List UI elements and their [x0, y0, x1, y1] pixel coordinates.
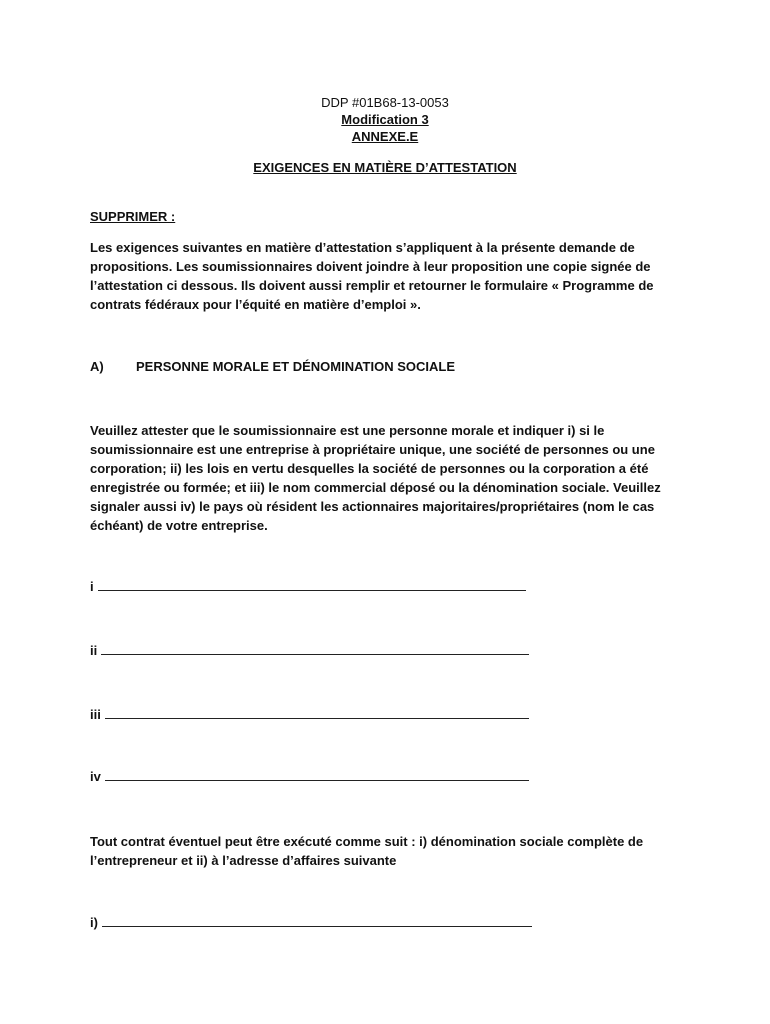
field-ii[interactable] [90, 642, 529, 659]
modification-line [0, 111, 770, 128]
field-iv[interactable] [90, 768, 529, 785]
field-final-i-label: i) [90, 915, 98, 930]
field-iv-label: iv [90, 769, 101, 784]
document-title: EXIGENCES EN MATIÈRE D’ATTESTATION [253, 160, 517, 175]
field-i-blank[interactable] [98, 580, 526, 591]
field-iv-blank[interactable] [105, 770, 529, 781]
field-iii[interactable] [90, 706, 529, 723]
section-a-letter: A) [90, 359, 104, 374]
field-iii-blank[interactable] [105, 708, 529, 719]
reference-number: DDP #01B68-13-0053 [321, 95, 449, 110]
field-ii-label: ii [90, 643, 98, 658]
annex-line [0, 128, 770, 145]
field-ii-blank[interactable] [101, 644, 529, 655]
title-line [0, 159, 770, 176]
intro-paragraph: Les exigences suivantes en matière d’attestation s’appliquent à la présente demande de propositions. Les soumissionnaires doivent joindre à leur proposition une copie signée de l’attestation ci dessous. Ils doivent aussi remplir et retourner le formulaire « Programme de contrats fédéraux pour l’équité en matière d’emploi ». [90, 240, 654, 312]
modification-label: Modification 3 [341, 112, 429, 127]
section-a-paragraph: Veuillez attester que le soumissionnaire est une personne morale et indiquer i) si le soumissionnaire est une entreprise à propriétaire unique, une société de personnes ou une corporation; ii) les lois en vertu desquelles la société de personnes ou la corporation a été enregistrée ou formée; et iii) le nom commercial déposé ou la dénomination sociale. Veuillez signaler aussi iv) le pays où résident les actionnaires majoritaires/propriétaires (nom le cas échéant) de votre entreprise. [90, 423, 661, 533]
field-iii-label: iii [90, 707, 101, 722]
section-a-title: PERSONNE MORALE ET DÉNOMINATION SOCIALE [136, 359, 455, 374]
supprimer-line [90, 207, 690, 226]
supprimer-label: SUPPRIMER : [90, 209, 176, 224]
annex-label: ANNEXE.E [351, 129, 419, 144]
field-final-i-blank[interactable] [102, 916, 532, 927]
field-i-label: i [90, 579, 94, 594]
field-i[interactable] [90, 578, 526, 595]
field-final-i[interactable] [90, 914, 532, 931]
contract-paragraph: Tout contrat éventuel peut être exécuté comme suit : i) dénomination sociale complète de l’entrepreneur et ii) à l’adresse d’affaires suivante [90, 834, 644, 868]
